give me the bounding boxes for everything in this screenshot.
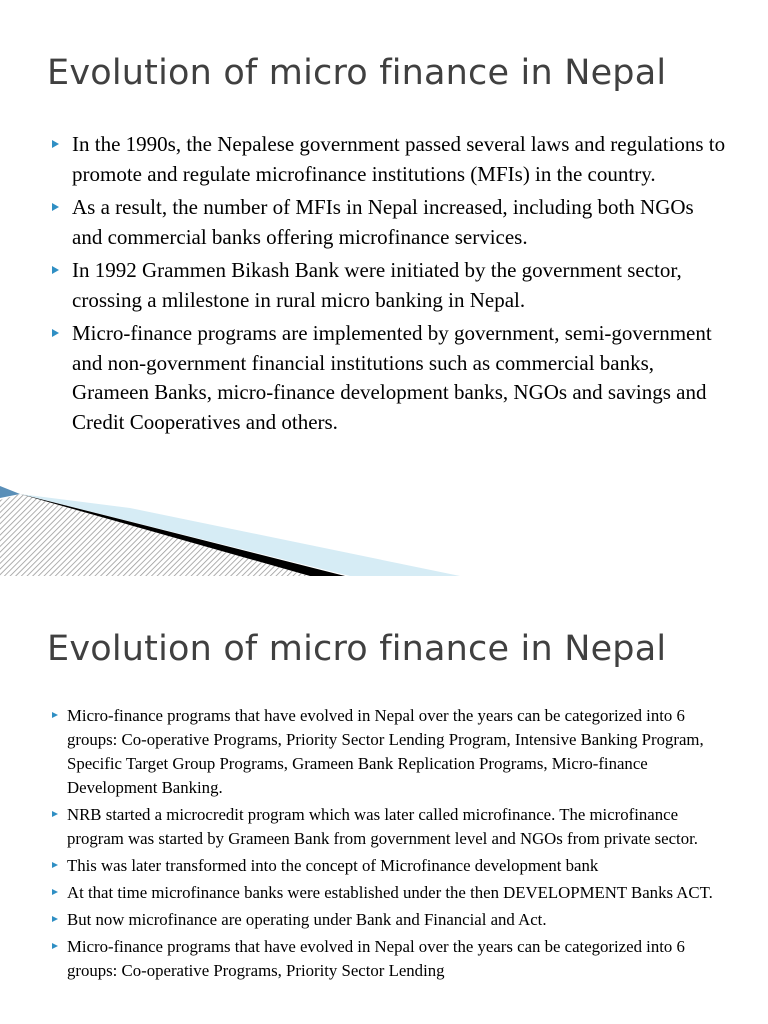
triangle-bullet-icon: [52, 862, 58, 868]
list-item: [52, 319, 728, 437]
list-item: [52, 803, 728, 851]
triangle-bullet-icon: [52, 712, 58, 718]
bullet-text: Micro-finance programs that have evolved in Nepal over the years can be categorized into 6 groups: Co-operative Programs, Priority Sector Lending Program, Intensive Banking Program, Specific Target Group Programs, Grameen Bank Replication Programs, Micro-finance Development Banking.: [67, 706, 704, 797]
slide-2: [0, 576, 768, 1024]
list-item: [52, 130, 728, 189]
list-item: [52, 854, 728, 878]
triangle-bullet-icon: [52, 943, 58, 949]
bullet-text: In the 1990s, the Nepalese government passed several laws and regulations to promote and regulate microfinance institutions (MFIs) in the country.: [72, 132, 726, 186]
triangle-bullet-icon: [52, 916, 58, 922]
list-item: [52, 193, 728, 252]
bullet-list: [52, 704, 728, 986]
bullet-text: NRB started a microcredit program which was later called microfinance. The microfinance program was started by Grameen Bank from government level and NGOs from private sector.: [67, 805, 698, 848]
hatched-band: [0, 494, 310, 576]
list-item: [52, 908, 728, 932]
bullet-text: But now microfinance are operating under Bank and Financial and Act.: [67, 910, 547, 929]
bullet-text: In 1992 Grammen Bikash Bank were initiated by the government sector, crossing a mlilestone in rural micro banking in Nepal.: [72, 258, 682, 312]
list-item: [52, 256, 728, 315]
triangle-bullet-icon: [52, 811, 58, 817]
triangle-bullet-icon: [52, 329, 59, 337]
triangle-bullet-icon: [52, 203, 59, 211]
triangle-bullet-icon: [52, 889, 58, 895]
slide-title: Evolution of micro finance in Nepal: [47, 53, 667, 93]
bullet-list: [52, 130, 728, 441]
bullet-text: As a result, the number of MFIs in Nepal increased, including both NGOs and commercial banks offering microfinance services.: [72, 195, 694, 249]
bullet-text: Micro-finance programs are implemented by government, semi-government and non-government financial institutions such as commercial banks, Grameen Banks, micro-finance development banks, NGOs and savings and Credit Cooperatives and others.: [72, 321, 712, 434]
slide-title: Evolution of micro finance in Nepal: [47, 629, 667, 669]
list-item: [52, 881, 728, 905]
decorative-swoosh: [0, 478, 460, 576]
triangle-bullet-icon: [52, 266, 59, 274]
list-item: [52, 935, 728, 983]
bullet-text: This was later transformed into the concept of Microfinance development bank: [67, 856, 599, 875]
bullet-text: Micro-finance programs that have evolved in Nepal over the years can be categorized into 6 groups: Co-operative Programs, Priority Sector Lending: [67, 937, 685, 980]
triangle-bullet-icon: [52, 140, 59, 148]
list-item: [52, 704, 728, 800]
bullet-text: At that time microfinance banks were established under the then DEVELOPMENT Banks ACT.: [67, 883, 713, 902]
